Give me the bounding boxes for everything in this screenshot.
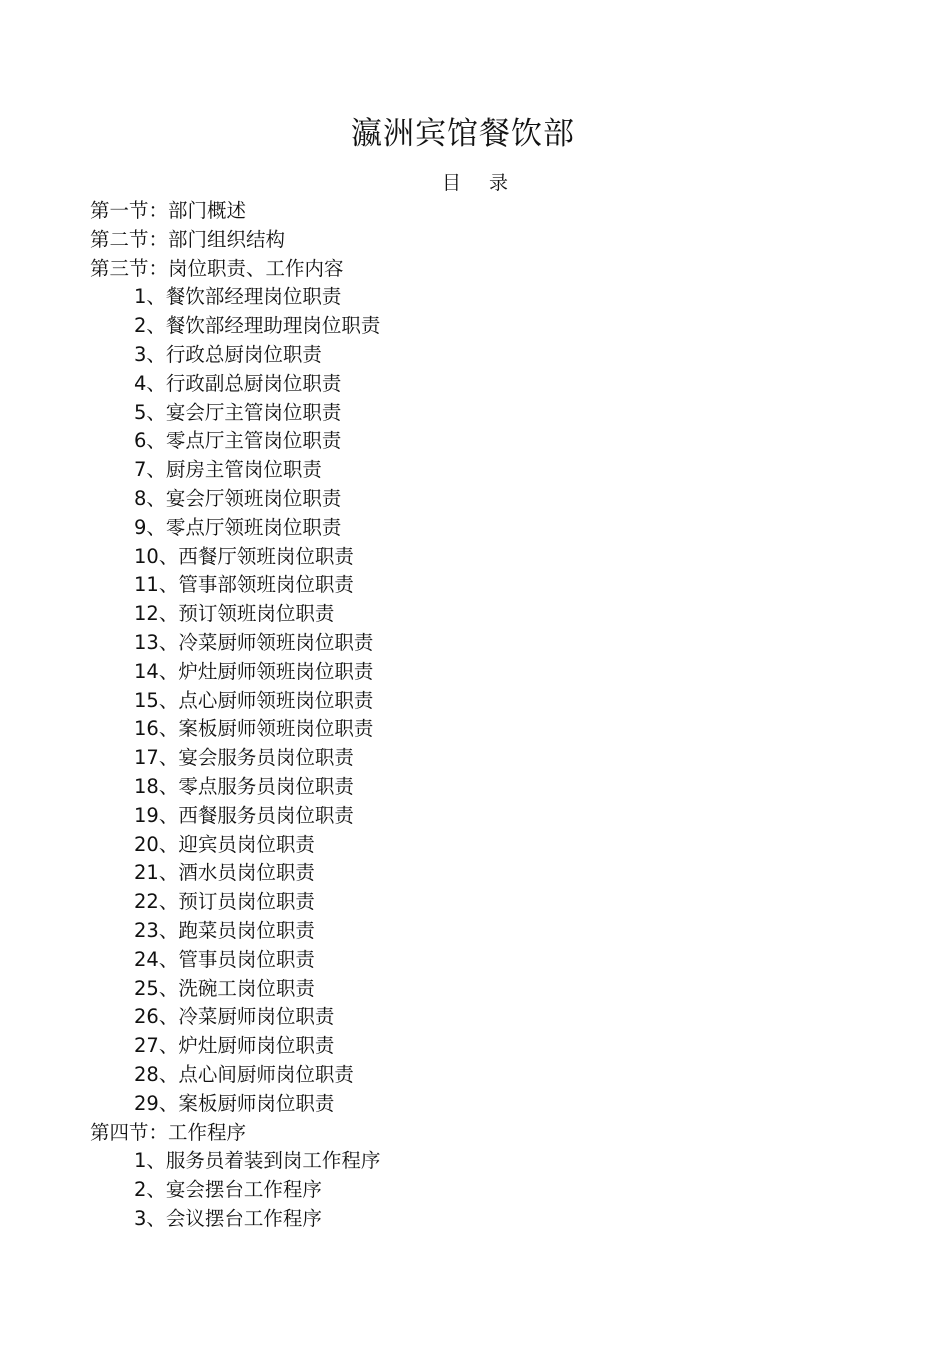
toc-item-entry: 28、点心间厨师岗位职责 [134, 1062, 354, 1086]
toc-item-entry: 2、宴会摆台工作程序 [134, 1178, 322, 1202]
document-title: 瀛洲宾馆餐饮部 [351, 116, 575, 152]
toc-item-entry: 5、宴会厅主管岗位职责 [134, 400, 342, 424]
toc-item-entry: 10、西餐厅领班岗位职责 [134, 544, 354, 568]
toc-heading-left: 目 [441, 172, 461, 194]
toc-item-entry: 8、宴会厅领班岗位职责 [134, 486, 342, 510]
toc-item-entry: 19、西餐服务员岗位职责 [134, 803, 354, 827]
toc-item-entry: 27、炉灶厨师岗位职责 [134, 1034, 335, 1058]
toc-heading-right: 录 [489, 172, 509, 194]
table-of-contents [90, 197, 380, 1234]
toc-item-entry: 23、跑菜员岗位职责 [134, 918, 315, 942]
toc-item-entry: 6、零点厅主管岗位职责 [134, 429, 342, 453]
toc-item-entry: 29、案板厨师岗位职责 [134, 1091, 335, 1115]
toc-section-entry: 第二节：部门组织结构 [90, 227, 286, 251]
toc-item-entry: 3、会议摆台工作程序 [134, 1206, 322, 1230]
toc-item-entry: 9、零点厅领班岗位职责 [134, 515, 342, 539]
toc-item-entry: 22、预订员岗位职责 [134, 890, 315, 914]
toc-item-entry: 12、预订领班岗位职责 [134, 602, 335, 626]
toc-item-entry: 15、点心厨师领班岗位职责 [134, 688, 374, 712]
toc-item-entry: 11、管事部领班岗位职责 [134, 573, 354, 597]
toc-item-entry: 1、餐饮部经理岗位职责 [134, 285, 342, 309]
toc-item-entry: 17、宴会服务员岗位职责 [134, 746, 354, 770]
toc-item-entry: 1、服务员着装到岗工作程序 [134, 1149, 381, 1173]
toc-section-entry: 第一节：部门概述 [90, 199, 247, 222]
toc-item-entry: 3、行政总厨岗位职责 [134, 342, 322, 366]
toc-item-entry: 14、炉灶厨师领班岗位职责 [134, 659, 374, 683]
toc-item-entry: 21、酒水员岗位职责 [134, 861, 315, 885]
toc-heading [0, 169, 950, 197]
toc-item-entry: 20、迎宾员岗位职责 [134, 832, 315, 856]
toc-item-entry: 4、行政副总厨岗位职责 [134, 371, 342, 395]
toc-item-entry: 2、餐饮部经理助理岗位职责 [134, 314, 381, 338]
toc-item-entry: 24、管事员岗位职责 [134, 947, 315, 971]
toc-section-entry: 第三节：岗位职责、工作内容 [90, 256, 344, 280]
toc-item-entry: 7、厨房主管岗位职责 [134, 458, 322, 482]
toc-item-entry: 26、冷菜厨师岗位职责 [134, 1005, 335, 1029]
toc-item-entry: 16、案板厨师领班岗位职责 [134, 717, 374, 741]
toc-item-entry: 18、零点服务员岗位职责 [134, 774, 354, 798]
toc-item-entry: 13、冷菜厨师领班岗位职责 [134, 630, 374, 654]
toc-item-entry: 25、洗碗工岗位职责 [134, 976, 315, 1000]
toc-section-entry: 第四节：工作程序 [90, 1120, 247, 1144]
